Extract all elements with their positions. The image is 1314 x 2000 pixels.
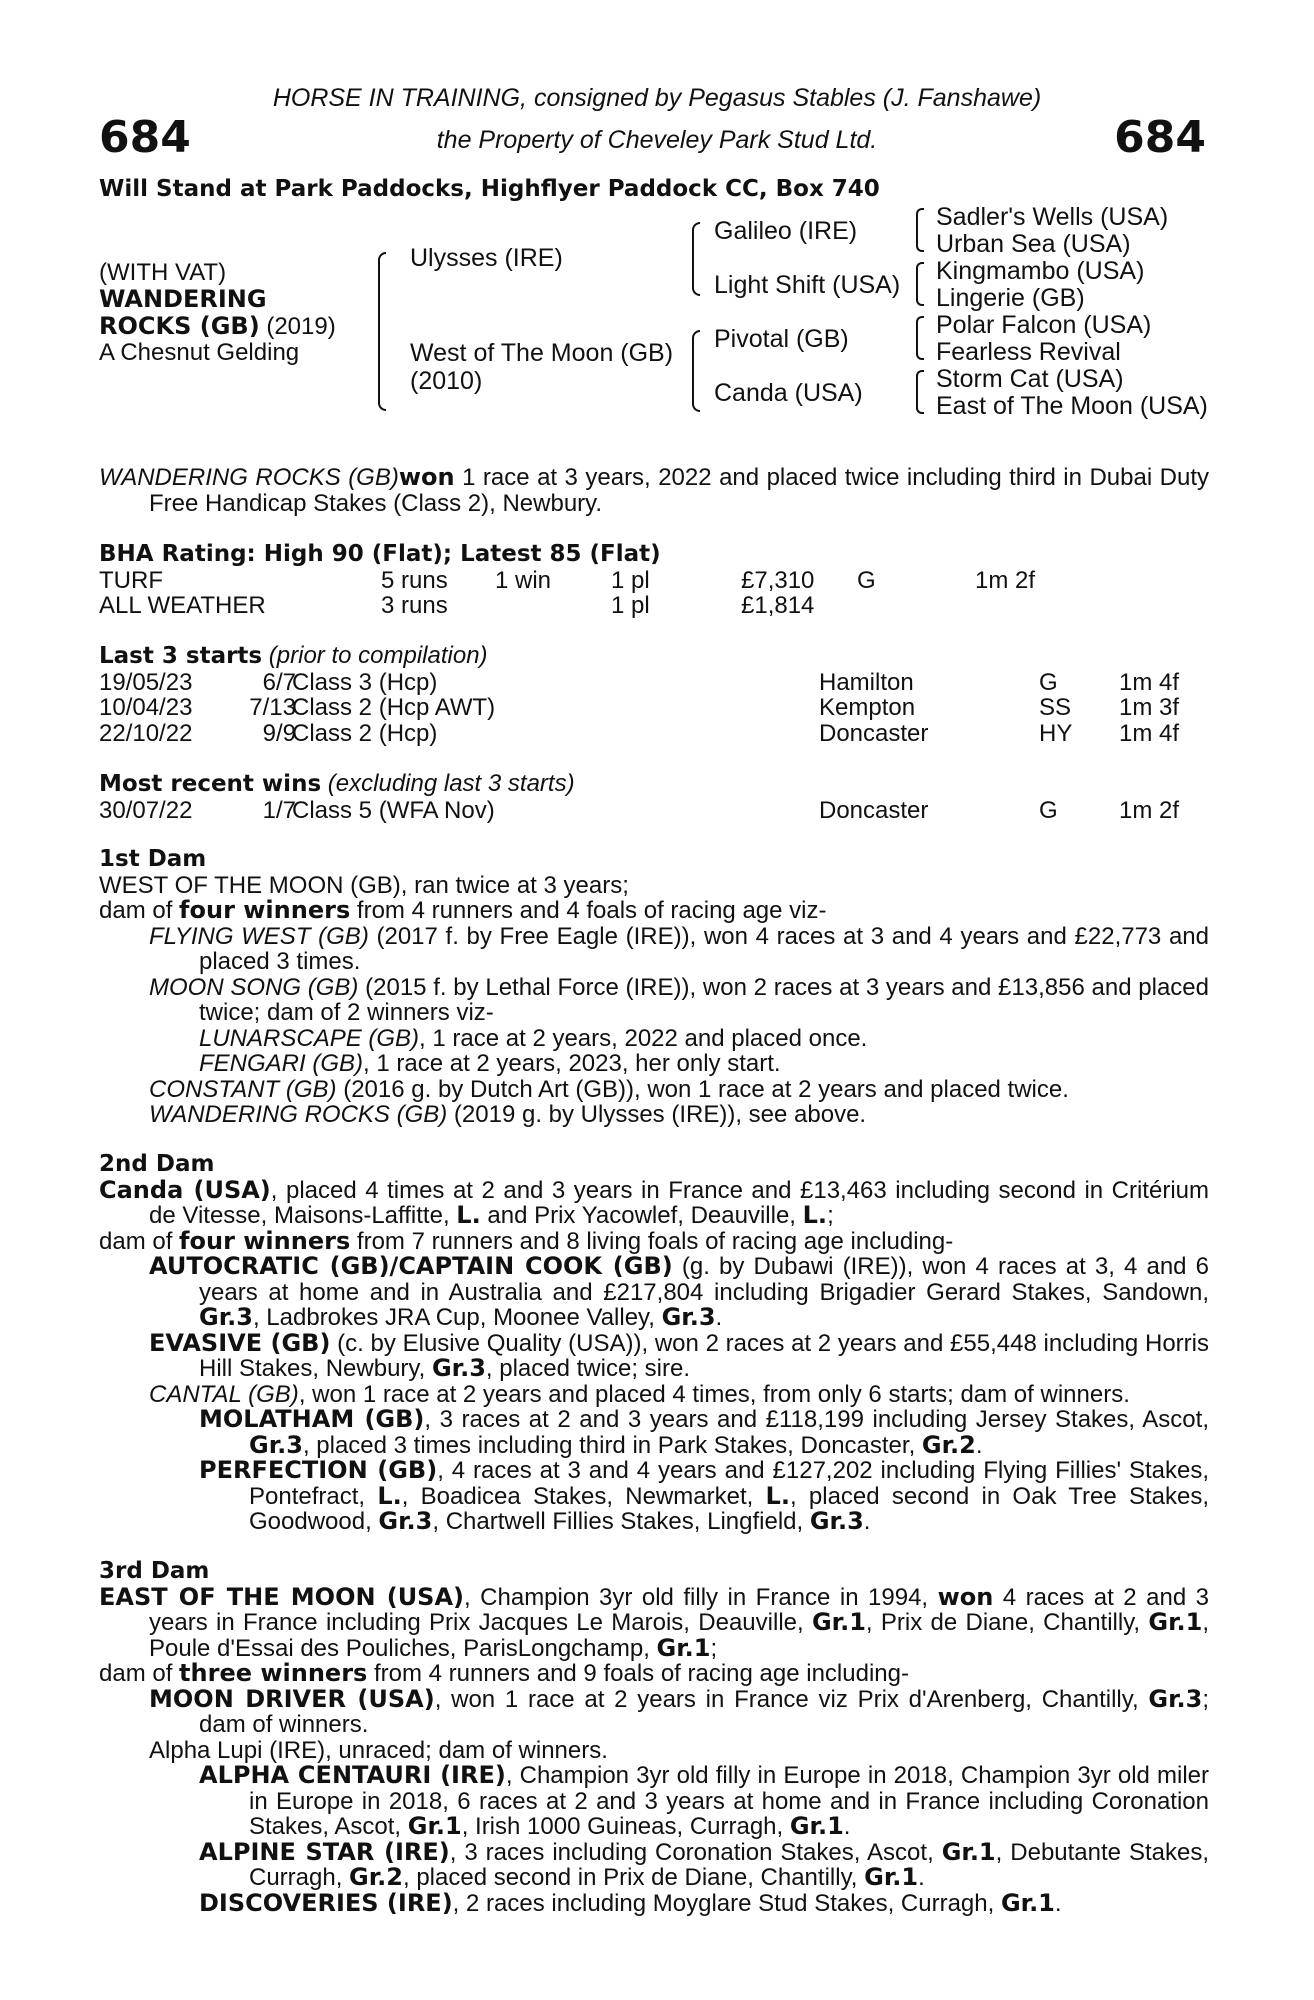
- stand-location: Will Stand at Park Paddocks, Highflyer Paddock CC, Box 740: [99, 176, 880, 202]
- pedigree-brace-sd: [916, 262, 924, 306]
- dam: West of The Moon (GB): [410, 339, 674, 367]
- start-row: 22/10/22 9/9 Class 2 (Hcp) Doncaster HY 1m 4f: [99, 719, 1180, 747]
- rating-row-turf: TURF 5 runs 1 win 1 pl £7,310 G 1m 2f: [99, 566, 1036, 594]
- sire-sire-dam: Urban Sea (USA): [936, 230, 1131, 258]
- rating-heading: BHA Rating: High 90 (Flat); Latest 85 (Flat): [99, 541, 661, 567]
- win-row: 30/07/22 1/7 Class 5 (WFA Nov) Doncaster G 1m 2f: [99, 796, 1180, 824]
- pedigree-brace-main: [378, 252, 386, 411]
- dam-dam-dam: East of The Moon (USA): [936, 392, 1208, 420]
- pedigree-brace-dam: [692, 330, 700, 412]
- recent-heading: Most recent wins (excluding last 3 starts): [99, 770, 575, 797]
- horse-name-line2: ROCKS (GB) (2019): [99, 312, 336, 340]
- dam-sire: Pivotal (GB): [714, 325, 849, 353]
- third-dam-section: 3rd Dam EAST OF THE MOON (USA), Champion 3yr old filly in France in 1994, won 4 races at 2 and 3 years in France including Prix Jacques Le Marois, Deauville, Gr.1, Prix de Diane, Chantilly, Gr.1, Poule d'Essai des Pouliches, ParisLongchamp, Gr.1; dam of three winners from 4 runners and 9 foals of racing age including- MOON DRIVER (USA), won 1 race at 2 years in France viz Prix d'Arenberg, Chantilly, Gr.3; dam of winners. Alpha Lupi (IRE), unraced; dam of winners. ALPHA CENTAURI (IRE), Champion 3yr old filly in Europe in 2018, Champion 3yr old miler in Europe in 2018, 6 races at 2 and 3 years at home and in France including Coronation Stakes, Ascot, Gr.1, Irish 1000 Guineas, Curragh, Gr.1. ALPINE STAR (IRE), 3 races including Coronation Stakes, Ascot, Gr.1, Debutante Stakes, Curragh, Gr.2, placed second in Prix de Diane, Chantilly, Gr.1. DISCOVERIES (IRE), 2 races including Moyglare Stud Stakes, Curragh, Gr.1.: [99, 1558, 1210, 1917]
- second-dam-heading: 2nd Dam: [99, 1151, 215, 1177]
- last-three-starts: [99, 643, 1209, 746]
- start-row: 10/04/23 7/13 Class 2 (Hcp AWT) Kempton SS 1m 3f: [99, 694, 1180, 721]
- lot-number-right: 684: [1114, 112, 1206, 163]
- sire-dam-dam: Lingerie (GB): [936, 284, 1085, 312]
- third-dam-heading: 3rd Dam: [99, 1558, 210, 1584]
- property-line: the Property of Cheveley Park Stud Ltd.: [436, 126, 878, 154]
- consignor-line: HORSE IN TRAINING, consigned by Pegasus Stables (J. Fanshawe): [272, 84, 1042, 112]
- lot-number-left: 684: [99, 112, 191, 163]
- pedigree-brace-sire: [692, 222, 700, 296]
- horse-name-line1: WANDERING: [99, 285, 267, 313]
- race-summary: WANDERING ROCKS (GB)won 1 race at 3 years, 2022 and placed twice including third in Dubai Duty Free Handicap Stakes (Class 2), Newbury.: [99, 463, 1209, 517]
- first-dam-heading: 1st Dam: [99, 846, 207, 872]
- pedigree-brace-dd: [916, 370, 924, 414]
- dam-sire-sire: Polar Falcon (USA): [936, 311, 1152, 339]
- sire-sire: Galileo (IRE): [714, 217, 858, 245]
- horse-description: A Chesnut Gelding: [99, 339, 300, 366]
- dam-dam-sire: Storm Cat (USA): [936, 365, 1124, 393]
- dam-sire-dam: Fearless Revival: [936, 338, 1121, 366]
- second-dam-section: 2nd Dam Canda (USA), placed 4 times at 2 and 3 years in France and £13,463 including second in Critérium de Vitesse, Maisons-Laffitte, L. and Prix Yacowlef, Deauville, L.; dam of four winners from 7 runners and 8 living foals of racing age including- AUTOCRATIC (GB)/CAPTAIN COOK (GB) (g. by Dubawi (IRE)), won 4 races at 3, 4 and 6 years at home and in Australia and £217,804 including Brigadier Gerard Stakes, Sandown, Gr.3, Ladbrokes JRA Cup, Moonee Valley, Gr.3. EVASIVE (GB) (c. by Elusive Quality (USA)), won 2 races at 2 years and £55,448 including Horris Hill Stakes, Newbury, Gr.3, placed twice; sire. CANTAL (GB), won 1 race at 2 years and placed 4 times, from only 6 starts; dam of winners. MOLATHAM (GB), 3 races at 2 and 3 years and £118,199 including Jersey Stakes, Ascot, Gr.3, placed 3 times including third in Park Stakes, Doncaster, Gr.2. PERFECTION (GB), 4 races at 3 and 4 years and £127,202 including Flying Fillies' Stakes, Pontefract, L., Boadicea Stakes, Newmarket, L., placed second in Oak Tree Stakes, Goodwood, Gr.3, Chartwell Fillies Stakes, Lingfield, Gr.3.: [99, 1151, 1210, 1535]
- sire-dam-sire: Kingmambo (USA): [936, 257, 1145, 285]
- sire-dam: Light Shift (USA): [714, 271, 901, 299]
- vat-label: (WITH VAT): [99, 259, 227, 286]
- most-recent-wins: [99, 771, 1209, 823]
- pedigree-brace-ss: [916, 208, 924, 252]
- last3-heading: Last 3 starts (prior to compilation): [99, 642, 488, 669]
- rating-section: [99, 542, 1209, 619]
- dam-dam: Canda (USA): [714, 379, 863, 407]
- pedigree-brace-ds: [916, 316, 924, 360]
- first-dam-section: 1st Dam WEST OF THE MOON (GB), ran twice at 3 years; dam of four winners from 4 runners and 4 foals of racing age viz- FLYING WEST (GB) (2017 f. by Free Eagle (IRE)), won 4 races at 3 and 4 years and £22,773 and placed 3 times. MOON SONG (GB) (2015 f. by Lethal Force (IRE)), won 2 races at 3 years and £13,856 and placed twice; dam of 2 winners viz- LUNARSCAPE (GB), 1 race at 2 years, 2022 and placed once. FENGARI (GB), 1 race at 2 years, 2023, her only start. CONSTANT (GB) (2016 g. by Dutch Art (GB)), won 1 race at 2 years and placed twice. WANDERING ROCKS (GB) (2019 g. by Ulysses (IRE)), see above.: [99, 846, 1209, 1128]
- sire: Ulysses (IRE): [410, 244, 563, 272]
- sire-sire-sire: Sadler's Wells (USA): [936, 203, 1169, 231]
- start-row: 19/05/23 6/7 Class 3 (Hcp) Hamilton G 1m 4f: [99, 668, 1180, 696]
- rating-row-aw: ALL WEATHER 3 runs 1 pl £1,814: [99, 592, 815, 619]
- dam-year: (2010): [410, 367, 483, 395]
